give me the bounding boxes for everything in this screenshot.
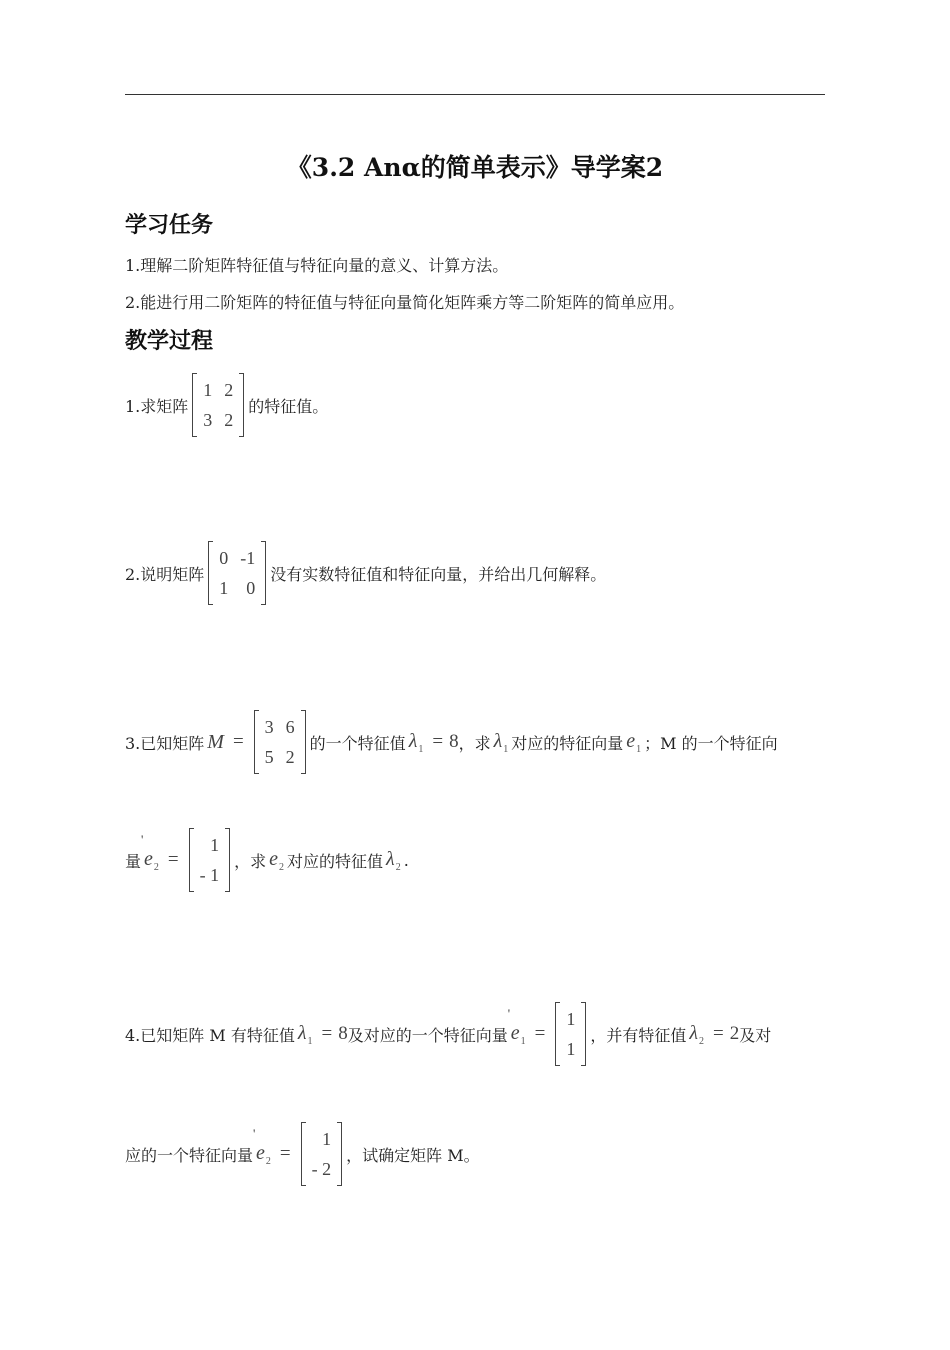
q1-suffix: 的特征值。: [248, 396, 329, 416]
subscript: 2: [395, 861, 401, 873]
question-4-continued: [125, 1122, 480, 1186]
vector-e2: [256, 1142, 271, 1167]
q4-vector-2: [301, 1122, 343, 1186]
subscript: 1: [307, 1035, 313, 1047]
lambda-symbol: λ: [408, 729, 418, 752]
vector-e2: [144, 848, 159, 873]
equals-sign: =: [232, 731, 244, 752]
vector-cell: 1: [210, 835, 220, 855]
vector-e1: [626, 730, 641, 755]
question-1: [125, 373, 328, 437]
vector-symbol: e: [256, 1141, 265, 1164]
task-item-2: 2.能进行用二阶矩阵的特征值与特征向量简化矩阵乘方等二阶矩阵的简单应用。: [125, 293, 685, 312]
matrix-cell: -1: [240, 548, 256, 568]
subscript: 2: [265, 1155, 271, 1167]
vector-e2: [269, 848, 284, 873]
q4-text-2: ，并有特征值: [590, 1025, 687, 1045]
question-3: [125, 710, 778, 774]
equals-sign: =: [321, 1023, 333, 1044]
lambda-2: [689, 1022, 704, 1047]
question-4: [125, 1002, 771, 1066]
q4-text-1: 及对应的一个特征向量: [347, 1025, 508, 1045]
section-heading-tasks: 学习任务: [125, 213, 214, 238]
vector-cell: - 1: [199, 865, 220, 885]
lambda-1: [298, 1022, 313, 1047]
eigenvalue-2: 2: [729, 1023, 740, 1044]
subscript: 2: [153, 861, 159, 873]
equals-sign: =: [432, 731, 444, 752]
subscript: 2: [699, 1035, 705, 1047]
q3-matrix: [254, 710, 306, 774]
section-heading-process: 教学过程: [125, 329, 214, 354]
q4-text-4: 应的一个特征向量: [125, 1145, 254, 1165]
q3-text-5: 量: [125, 851, 142, 871]
vector-cell: 1: [566, 1009, 576, 1029]
matrix-cell: 3: [264, 717, 274, 737]
vector-symbol: e: [269, 847, 279, 870]
page-title: 《3.2 Anα的简单表示》导学案2: [286, 153, 664, 182]
q3-prefix: 3.已知矩阵: [125, 733, 205, 753]
vector-cell: 1: [322, 1129, 332, 1149]
subscript: 1: [418, 743, 424, 755]
lambda-symbol: λ: [297, 1021, 307, 1044]
task-item-1: 1.理解二阶矩阵特征值与特征向量的意义、计算方法。: [125, 256, 509, 275]
lambda-2: [386, 848, 401, 873]
q3-vector: [189, 828, 231, 892]
vector-symbol: e: [144, 847, 153, 870]
q2-matrix: [208, 541, 266, 605]
q2-prefix: 2.说明矩阵: [125, 564, 205, 584]
lambda-1: [409, 730, 424, 755]
vector-cell: 1: [566, 1039, 576, 1059]
q3-text-2: ，求: [458, 733, 491, 753]
lambda-symbol: λ: [689, 1021, 699, 1044]
vector-e1: [511, 1022, 526, 1047]
q1-matrix: [192, 373, 244, 437]
q2-suffix: 没有实数特征值和特征向量，并给出几何解释。: [270, 564, 607, 584]
q3-text-6: ，求: [234, 851, 267, 871]
lambda-symbol: λ: [493, 729, 503, 752]
matrix-cell: 2: [224, 410, 234, 430]
matrix-symbol: M: [207, 730, 224, 753]
q4-prefix: 4.已知矩阵 M 有特征值: [125, 1025, 295, 1045]
matrix-cell: 2: [224, 380, 234, 400]
q3-text-7: 对应的特征值: [287, 851, 384, 871]
question-3-continued: [125, 828, 409, 892]
matrix-cell: 2: [285, 747, 295, 767]
equals-sign: =: [713, 1023, 724, 1044]
question-2: [125, 541, 606, 605]
q3-text-4: ；M 的一个特征向: [644, 733, 778, 753]
lambda-symbol: λ: [386, 847, 395, 870]
eigenvalue-1: 8: [338, 1023, 348, 1044]
matrix-cell: 0: [246, 578, 256, 598]
header-rule: [125, 94, 825, 95]
vector-symbol: e: [626, 729, 636, 752]
vector-symbol: e: [510, 1021, 520, 1044]
q1-prefix: 1.求矩阵: [125, 396, 189, 416]
equals-sign: =: [167, 849, 179, 870]
q4-text-3: 及对: [739, 1025, 772, 1045]
matrix-cell: 1: [219, 578, 229, 598]
q4-vector-1: [555, 1002, 586, 1066]
subscript: 2: [279, 861, 285, 873]
q3-text-1: 的一个特征值: [309, 733, 406, 753]
subscript: 1: [520, 1035, 526, 1047]
lambda-1: [494, 730, 509, 755]
q4-text-5: ，试确定矩阵 M。: [346, 1145, 480, 1165]
matrix-cell: 0: [219, 548, 229, 568]
equals-sign: =: [534, 1023, 546, 1044]
matrix-cell: 5: [264, 747, 274, 767]
q3-end: .: [403, 850, 409, 870]
eigenvalue-1: 8: [449, 731, 459, 752]
q3-text-3: 对应的特征向量: [511, 733, 624, 753]
subscript: 1: [636, 743, 642, 755]
equals-sign: =: [279, 1143, 291, 1164]
matrix-cell: 6: [285, 717, 295, 737]
vector-cell: - 2: [311, 1159, 332, 1179]
matrix-cell: 1: [203, 380, 213, 400]
matrix-cell: 3: [203, 410, 213, 430]
subscript: 1: [503, 743, 509, 755]
